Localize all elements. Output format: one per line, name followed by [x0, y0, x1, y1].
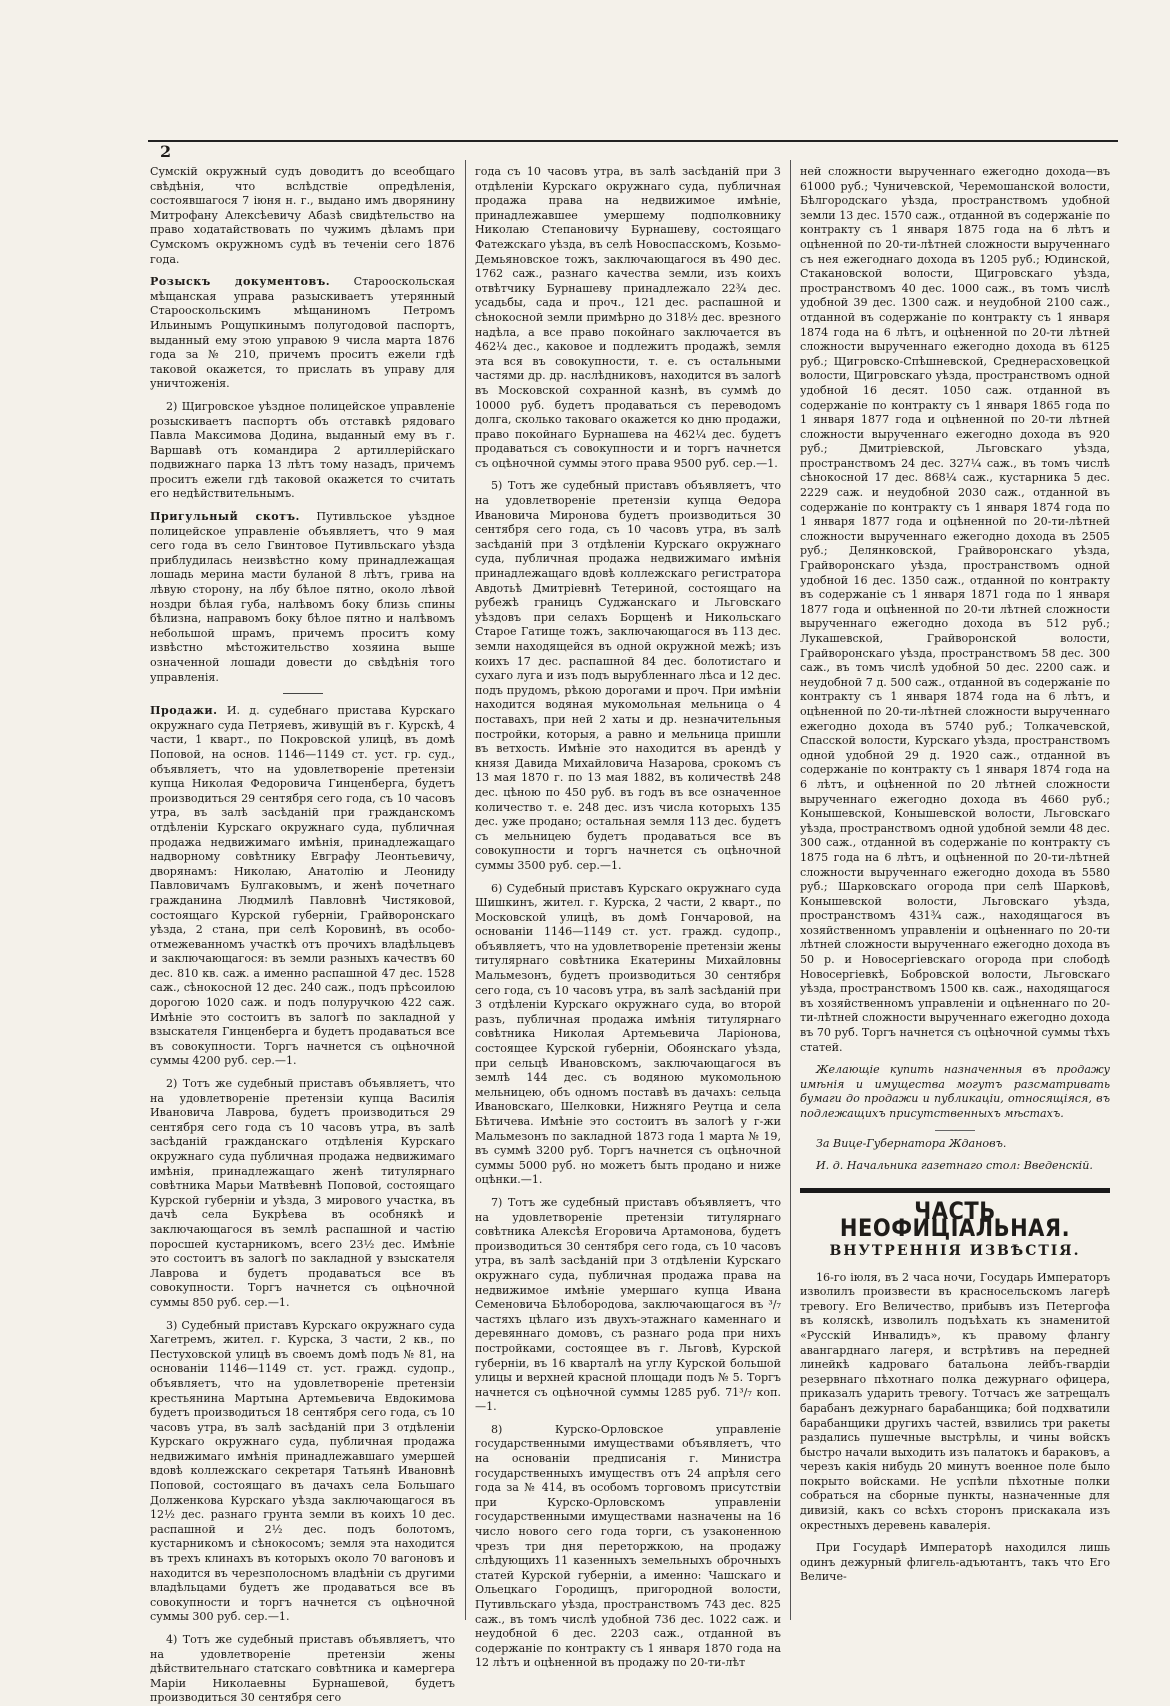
unofficial-section-title: ЧАСТЬ НЕОФИЦІАЛЬНАЯ. — [839, 1196, 1071, 1242]
sales-notice-6: 6) Судебный приставъ Курскаго окружнаго суда Шишкинъ, жител. г. Курска, 2 части, 2 кварт., по Московской улицѣ, въ домѣ Гончаровой, на основаніи 1146—1149 ст. уст. гражд. судопр., объявляетъ, что на удовлетвореніе претензіи жены титулярнаго совѣтника Екатерины Михайловны Мальмезонъ, будетъ производиться 30 сентября сего года, съ 10 часовъ утра, въ залѣ засѣданій при 3 отдѣленіи Курскаго окружнаго суда, во второй разъ, публичная продажа имѣнія титулярнаго совѣтника Николая Артемьевича Ларіонова, состоящее Курской губерніи, Обоянскаго уѣзда, при сельцѣ Ивановскомъ, заключающагося въ землѣ 144 дес. съ водяною мукомольною мельницею, объ одномъ поставѣ въ дачахъ: сельца Ивановскаго, Шелковки, Нижняго Реутца и села Бѣтичева. Имѣніе это состоитъ въ залогѣ у г-жи Мальмезонъ по закладной 1873 года 1 марта № 19, въ суммѣ 3200 руб. Торгъ начнется съ оцѣночной суммы 5000 руб. но можетъ быть продано и ниже оцѣнки.—1. — [475, 881, 781, 1187]
court-notice: Сумскій окружный судъ доводитъ до всеобщаго свѣдѣнія, что вслѣдствіе опредѣленія, состоявшагося 7 іюня н. г., выдано имъ дворянину Митрофану Алексѣевичу Абазѣ свидѣтельство на право ходатайствовать по чужимъ дѣламъ при Сумскомъ окружномъ судѣ въ теченіи сего 1876 года. — [150, 165, 455, 266]
sales-notice-7: 7) Тотъ же судебный приставъ объявляетъ, что на удовлетвореніе претензіи титулярнаго совѣтника Алексѣя Егоровича Артамонова, будетъ производиться 30 сентября сего года, съ 10 часовъ утра, въ залѣ засѣданій при 3 отдѣленіи Курскаго окружнаго суда, публичная продажа права на недвижимое имѣніе умершаго купца Ивана Семеновича Бѣлобородова, заключающагося въ ³/₇ частяхъ цѣлаго изъ двухъ-этажнаго каменнаго и деревяннаго домовъ, съ разнаго рода при нихъ постройками, состоящее въ г. Льговѣ, Курской губерніи, въ 16 кварталѣ на углу Курской большой улицы и верхней красной площади подъ № 5. Торгъ начнется съ оцѣночной суммы 1285 руб. 71³/₇ коп.—1. — [475, 1195, 781, 1414]
documents-notice-2: 2) Щигровское уѣздное полицейское управленіе розыскиваетъ паспортъ объ отставкѣ рядоваго Павла Максимова Додина, выданный ему въ г. Варшавѣ отъ командира 2 артиллерійскаго подвижнаго парка 13 лѣтъ тому назадъ, причемъ проситъ ежели гдѣ таковой окажется то считать его недѣйствительнымъ. — [150, 399, 455, 501]
signature-rule — [935, 1130, 975, 1131]
header-rule — [148, 140, 1118, 142]
column-2 — [475, 165, 781, 1670]
section-heading-cattle: Пригульный скотъ. — [150, 510, 300, 524]
sales-notice-3: 3) Судебный приставъ Курскаго окружнаго суда Хагетремъ, жител. г. Курска, 3 части, 2 кв., по Пестуховской улицѣ въ своемъ домѣ подъ № 81, на основаніи 1146—1149 ст. уст. гражд. судопр., объявляетъ, что на удовлетвореніе претензіи крестьянина Мартына Артемьевича Евдокимова будетъ производиться 18 сентября сего года, съ 10 часовъ утра, въ залѣ засѣданій при 3 отдѣленіи Курскаго окружнаго суда, публичная продажа недвижимаго имѣнія принадлежавшаго умершей вдовѣ коллежскаго секретаря Татьянѣ Ивановнѣ Поповой, состоящаго въ дачахъ села Большаго Долженкова Курскаго уѣзда заключающагося въ 12½ дес. разнаго грунта земли въ коихъ 10 дес. распашной и 2½ дес. подъ болотомъ, кустарникомъ и сѣнокосомъ; земля эта находится въ трехъ клинахъ въ которыхъ около 70 вагоновъ и находится въ черезполосномъ владѣніи съ другими владѣльцами будетъ же продаваться все въ совокупности и торгъ начнется съ оцѣночной суммы 300 руб. сер.—1. — [150, 1318, 455, 1624]
sales-notice-2: 2) Тотъ же судебный приставъ объявляетъ, что на удовлетвореніе претензіи купца Василія Ивановича Лаврова, будетъ производиться 29 сентября сего года съ 10 часовъ утра, въ залѣ засѣданій гражданскаго отдѣленія Курскаго окружнаго суда публичная продажа недвижимаго имѣнія, принадлежащаго женѣ титулярнаго совѣтника Марьи Матвѣевнѣ Поповой, состоящаго Курской губерніи и уѣзда, 3 мирового участка, въ дачѣ села Букрѣева въ особнякѣ и заключающагося въ землѣ распашной и частію поросшей кустарникомъ, всего 23½ дес. Имѣніе это состоитъ въ залогѣ по закладной у взыскателя Лаврова и будетъ продаваться все въ совокупности. Торгъ начнется съ оцѣночной суммы 850 руб. сер.—1. — [150, 1077, 455, 1309]
sales-notice-8: 8) Курско-Орловское управленіе государственными имуществами объявляетъ, что на основаніи предписанія г. Министра государственныхъ имуществъ отъ 24 апрѣля сего года за № 414, въ особомъ торговомъ присутствіи при Курско-Орловскомъ управленіи государственными имуществами назначены на 16 число нового сего года торги, съ узаконенною чрезъ три дня переторжкою, на продажу слѣдующихъ 11 казенныхъ земельныхъ оброчныхъ статей Курской губерніи, а именно: Чашскаго и Ольецкаго Городищъ, пригородной волости, Путивльскаго уѣзда, пространствомъ 743 дес. 825 саж., въ томъ числѣ удобной 736 дес. 1022 саж. и неудобной 6 дес. 2203 саж., отданной въ содержаніе по контракту съ 1 января 1870 года на 12 лѣтъ и оцѣненной въ продажу по 20-ти-лѣт — [475, 1422, 781, 1670]
signature-editor: И. д. Начальника газетнаго стол: Введенскій. — [816, 1159, 1093, 1173]
sales-notice-8-cont: ней сложности вырученнаго ежегодно дохода—въ 61000 руб.; Чуничевской, Черемошанской волости, Бѣлгородскаго уѣзда, пространствомъ удобной земли 13 дес. 1570 саж., отданной въ содержаніе по контракту съ 1 января 1875 года на 6 лѣтъ и оцѣненной по 20-ти-лѣтней сложности вырученнаго съ нея ежегоднаго дохода въ 1205 руб.; Юдинской, Стакановской волости, Щигровскаго уѣзда, пространствомъ 40 дес. 1000 саж., въ томъ числѣ удобной 39 дес. 1300 саж. и неудобной 2100 саж., отданной въ содержаніе по контракту съ 1 января 1874 года на 6 лѣтъ, и оцѣненной по 20-ти лѣтней сложности вырученнаго ежегодно дохода въ 6125 руб.; Щигровско-Спѣшневской, Среднерасховецкой волости, Щигровскаго уѣзда, пространствомъ одной удобной 16 десят. 1050 саж. отданной въ содержаніе по контракту съ 1 января 1865 года по 1 января 1877 года и оцѣненной по 20-ти лѣтней сложности вырученнаго ежегодно дохода въ 920 руб.; Дмитріевской, Льговскаго уѣзда, пространствомъ 24 дес. 327¼ саж., въ томъ числѣ сѣнокосной 17 дес. 868¼ саж., кустарника 5 дес. 2229 саж. и неудобной 2030 саж., отданной въ содержаніе по контракту съ 1 января 1874 года по 1 января 1877 года и оцѣненной по 20-ти-лѣтней сложности вырученнаго ежегодно дохода въ 2505 руб.; Делянковской, Грайворонскаго уѣзда, Грайворонскаго уѣзда, пространствомъ одной удобной 16 дес. 1350 саж., отданной по контракту въ содержаніе съ 1 января 1871 года по 1 января 1877 года и оцѣненной по 20-ти лѣтней сложности вырученнаго ежегодно дохода въ 512 руб.; Лукашевской, Грайворонской волости, Грайворонскаго уѣзда, пространствомъ 58 дес. 300 саж., въ томъ числѣ удобной 50 дес. 2200 саж. и неудобной 7 д. 500 саж., отданной въ содержаніе по контракту съ 1 января 1874 года на 6 лѣтъ, и оцѣненной по 20-ти-лѣтней сложности вырученнаго ежегодно дохода въ 5740 руб.; Толкачевской, Спасской волости, Курскаго уѣзда, пространствомъ одной удобной 29 д. 1920 саж., отданной въ содержаніе по контракту съ 1 января 1874 года на 6 лѣтъ, и оцѣненной по 20 лѣтней сложности вырученнаго ежегодно дохода въ 4660 руб.; Конышевской, Конышевской волости, Льговскаго уѣзда, пространствомъ одной удобной земли 48 дес. 300 саж., отданной въ содержаніе по контракту съ 1875 года на 6 лѣтъ, и оцѣненной по 20-ти-лѣтней сложности вырученнаго ежегодно дохода въ 5580 руб.; Шарковскаго огорода при селѣ Шарковѣ, Конышевской волости, Льговскаго уѣзда, пространствомъ 431¾ саж., находящагося въ хозяйственномъ управленіи и оцѣненнаго по 20-ти лѣтней сложности вырученнаго ежегодно дохода въ 50 р. и Новосергіевскаго огорода при слободѣ Новосергіевкѣ, Бобровской волости, Льговскаго уѣзда, пространствомъ 1500 кв. саж., находящагося въ хозяйственномъ управленіи и оцѣненнаго по 20-ти-лѣтней сложности вырученнаго ежегодно дохода въ 70 руб. Торгъ начнется съ оцѣночной суммы тѣхъ статей. — [800, 165, 1110, 1054]
separator — [283, 693, 323, 694]
closing-note: Желающіе купить назначенныя въ продажу имѣнія и имущества могутъ разсматривать бумаги до продажи и публикаціи, относящіяся, въ подлежащихъ присутственныхъ мѣстахъ. — [800, 1063, 1110, 1120]
column-3 — [800, 165, 1110, 1665]
news-paragraph: 16-го іюля, въ 2 часа ночи, Государь Императоръ изволилъ произвести въ красносельскомъ лагерѣ тревогу. Его Величество, прибывъ изъ Петергофа въ коляскѣ, изволилъ подъѣхать къ знаменитой «Русскій Инвалидъ», къ правому флангу авангарднаго лагеря, и встрѣтивъ на передней линейкѣ кадроваго батальона лейбъ-гвардіи резервнаго пѣхотнаго полка дежурнаго офицера, приказалъ ударить тревогу. Тотчасъ же затрещалъ барабанъ дежурнаго барабанщика; бой подхватили барабанщики другихъ частей, взвились три ракеты раздались пушечные выстрѣлы, и чины войскъ быстро начали выходить изъ палатокъ и бараковъ, а черезъ какія нибудь 20 минутъ военное поле было покрыто войсками. Не успѣли пѣхотные полки собраться на сборные пункты, назначенные для дивизій, какъ со всѣхъ сторонъ прискакала изъ окрестныхъ деревень кавалерія. — [800, 1270, 1110, 1532]
section-heading-sales: Продажи. — [150, 704, 218, 718]
column-divider-2 — [790, 160, 791, 1620]
column-1 — [150, 165, 455, 1705]
documents-notice — [150, 275, 455, 392]
news-paragraph-2: При Государѣ Императорѣ находился лишь одинъ дежурный флигель-адъютантъ, такъ что Его Величе- — [800, 1541, 1110, 1584]
internal-news-title: ВНУТРЕННІЯ ИЗВѢСТІЯ. — [829, 1242, 1081, 1259]
sales-notice-4: 4) Тотъ же судебный приставъ объявляетъ, что на удовлетвореніе претензіи жены дѣйствительнаго статскаго совѣтника и камергера Маріи Николаевны Бурнашевой, будетъ производиться 30 сентября сего — [150, 1633, 455, 1705]
sales-notice-5: 5) Тотъ же судебный приставъ объявляетъ, что на удовлетвореніе претензіи купца Ѳедора Ивановича Миронова будетъ производиться 30 сентября сего года, съ 10 часовъ утра, въ залѣ засѣданій при 3 отдѣленіи Курскаго окружнаго суда, публичная продажа недвижимаго имѣнія принадлежащаго вдовѣ коллежскаго регистратора Авдотьѣ Дмитріевнѣ Тетериной, состоящаго на рубежѣ границъ Суджанскаго и Льговскаго уѣздовъ при селахъ Борщенѣ и Никольскаго Старое Гатище тожъ, заключающагося въ 113 дес. земли находящейся въ одной окружной межѣ; изъ коихъ 17 дес. распашной 84 дес. болотистаго и сухаго луга и изъ подъ вырубленнаго лѣса и 12 дес. подъ прудомъ, рѣкою дорогами и проч. При имѣніи находится водяная мукомольная мельница о 4 поставахъ, при ней 2 хаты и др. незначительныя постройки, которыя, а равно и мельница пришли въ ветхость. Имѣніе это находится въ арендѣ у князя Давида Михайловича Назарова, срокомъ съ 13 мая 1870 г. по 13 мая 1882, въ количествѣ 248 дес. цѣною по 450 руб. въ годъ въ все означенное количество т. е. 248 дес. изъ числа которыхъ 135 дес. уже продано; остальная земля 113 дес. будетъ съ мельницею будетъ продаваться все въ совокупности и торгъ начнется съ оцѣночной суммы 3500 руб. сер.—1. — [475, 479, 781, 872]
page-number: 2 — [160, 142, 172, 161]
cattle-text: Путивльское уѣздное полицейское управленіе объявляетъ, что 9 мая сего года въ село Гвинтовое Путивльскаго уѣзда приблудилась неизвѣстно кому принадлежащая лошадь мерина масти буланой 8 лѣтъ, грива на лѣвую сторону, на лбу бѣлое пятно, около лѣвой ноздри бѣлая губа, налѣвомъ боку близь спины бѣлизна, направомъ боку бѣлое пятно и налѣвомъ небольшой шрамъ, причемъ проситъ кому извѣстно мѣстожительство хозяина выше означенной лошади довести до свѣдѣнія того управленія. — [150, 510, 455, 684]
cattle-notice — [150, 510, 455, 685]
section-bar — [800, 1188, 1110, 1193]
signature-vice-governor: За Вице-Губернатора Ждановъ. — [816, 1136, 1007, 1150]
sales-notice-4-cont: года съ 10 часовъ утра, въ залѣ засѣданій при 3 отдѣленіи Курскаго окружнаго суда, публичная продажа права на недвижимое имѣніе, принадлежавшее умершему подполковнику Николаю Степановичу Бурнашеву, состоящаго Фатежскаго уѣзда, въ селѣ Новоспасскомъ, Козьмо-Демьяновское тожъ, заключающагося въ 490 дес. 1762 саж., разнаго качества земли, изъ коихъ отвѣтчику Бурнашеву принадлежало 22¾ дес. усадьбы, сада и проч., 121 дес. распашной и сѣнокосной земли примѣрно до 318½ дес. врезного надѣла, а все право покойнаго заключается въ 462¼ дес., каковое и подлежитъ продажѣ, земля эта вся въ совокупности, т. е. съ остальными частями др. др. наслѣдниковъ, находится въ залогѣ въ Московской сохранной казнѣ, въ суммѣ до 10000 руб. будетъ продаваться съ переводомъ долга, сколько таковаго окажется ко дню продажи, право покойнаго Бурнашева на 462¼ дес. будетъ продаваться съ совокупности и и торгъ начнется съ оцѣночной суммы этого права 9500 руб. сер.—1. — [475, 165, 781, 470]
column-divider-1 — [465, 160, 466, 1620]
documents-text: Старооскольская мѣщанская управа разыскиваетъ утерянный Старооскольскимъ мѣщаниномъ Петромъ Ильинымъ Рощупкинымъ полугодовой паспортъ, выданный ему этою управою 9 числа марта 1876 года за № 210, причемъ проситъ ежели гдѣ таковой окажется, то прислать въ управу для уничтоженія. — [150, 275, 455, 391]
section-heading-documents: Розыскъ документовъ. — [150, 275, 331, 289]
sales-text-1: И. д. судебнаго пристава Курскаго окружнаго суда Петряевъ, живущій въ г. Курскѣ, 4 части, 1 кварт., по Покровской улицѣ, въ домѣ Поповой, на основ. 1146—1149 ст. уст. гр. суд., объявляетъ, что на удовлетвореніе претензіи купца Николая Федоровича Гинценберга, будетъ производиться 29 сентября сего года, съ 10 часовъ утра, въ залѣ засѣданій при гражданскомъ отдѣленіи Курскаго окружнаго суда, публичная продажа недвижимаго имѣнія, принадлежащаго надворному совѣтнику Евграфу Леонтьевичу, дворянамъ: Николаю, Анатолію и Леониду Павловичамъ Булгаковымъ, и женѣ почетнаго гражданина Людмилѣ Павловнѣ Чистяковой, состоящаго Курской губерніи, Грайворонскаго уѣзда, 2 стана, при селѣ Коровинѣ, въ особо-отмежеванномъ участкѣ отъ прочихъ владѣльцевъ и заключающагося: въ земли разныхъ качествъ 60 дес. 810 кв. саж. а именно распашной 47 дес. 1528 саж., сѣнокосной 12 дес. 240 саж., подъ прѣсоилою дорогою 1020 саж. и подъ полуручкою 422 саж. Имѣніе это состоитъ въ залогѣ по закладной у взыскателя Гинценберга и будетъ продаваться все въ совокупности. Торгъ начнется съ оцѣночной суммы 4200 руб. сер.—1. — [150, 704, 455, 1068]
sales-notice-1 — [150, 704, 455, 1069]
